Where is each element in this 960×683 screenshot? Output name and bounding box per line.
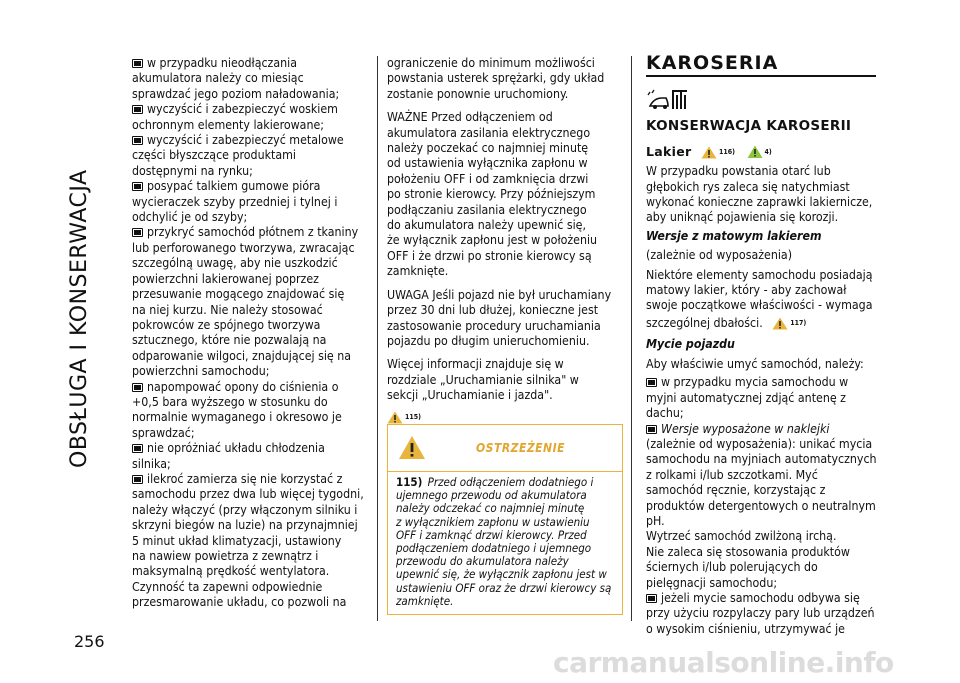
text-line: pielęgnacji samochodu; — [646, 575, 778, 590]
text-line: sprawdzać; — [132, 425, 195, 440]
bullet-icon — [132, 228, 143, 237]
warning-number: 115) — [396, 475, 423, 489]
text-line: przez 30 dni lub dłużej, konieczne jest — [387, 303, 599, 318]
text-line: wykonać konieczne zaprawki lakiernicze, — [646, 195, 873, 210]
bullet-icon — [646, 425, 657, 434]
warning-header — [388, 425, 622, 472]
text-line: od ustawienia wyłącznika zapłonu w — [387, 156, 588, 171]
text-line: Więcej informacji znajduje się w — [387, 357, 564, 372]
text-line: samochodu przez dwa lub więcej tygodni, — [132, 487, 364, 502]
bullet-icon — [132, 383, 143, 392]
reference-number: 115) — [405, 412, 422, 421]
bullet-item — [132, 472, 367, 611]
bullet-item — [132, 56, 367, 102]
text-line: nie opróżniać układu chłodzenia — [147, 441, 325, 456]
paragraph-dry: Wytrzeć samochód zwilżoną irchą. — [646, 529, 837, 544]
subsection-title: KONSERWACJA KAROSERII — [646, 118, 852, 135]
section-title: KAROSERIA — [646, 52, 779, 74]
text-line: napompować opony do ciśnienia o — [147, 379, 339, 394]
text-line: dachu; — [646, 406, 684, 421]
bullet-antenna — [646, 375, 878, 421]
warning-triangle-icon — [772, 317, 788, 330]
text-line: na nawiew powietrza z zewnątrz i — [132, 549, 319, 563]
text-line: pojazdu po długim unieruchomieniu. — [387, 333, 590, 348]
text-line: z rolkami i/lub szczotkami. Myć — [646, 467, 818, 482]
text-line: po stronie kierowcy. Przy późniejszym — [387, 187, 596, 202]
text-line: sprawdzać jego poziom naładowania; — [132, 86, 340, 101]
text-line: zamknięte. — [387, 264, 449, 279]
paragraph-matt — [646, 268, 878, 314]
environment-icon — [747, 145, 763, 159]
column-3 — [646, 52, 878, 637]
warning-triangle-icon — [387, 411, 403, 424]
column-divider — [631, 56, 632, 621]
bullet-icon — [132, 59, 143, 68]
text-line: produktów detergentowych o neutralnym — [646, 498, 876, 513]
text-line: do akumulatora należy upewnić się, — [387, 218, 586, 233]
text-line: ochronnym elementy lakierowane; — [132, 117, 325, 132]
paragraph-more-info — [387, 357, 625, 403]
text-line: wycieraczek szyby przedniej i tylnej i — [132, 194, 338, 209]
bullet-item — [132, 225, 367, 379]
bullet-icon — [132, 444, 143, 453]
bullet-icon — [132, 475, 143, 484]
text-line: w przypadku nieodłączania — [147, 56, 298, 70]
bullet-icon — [132, 136, 143, 145]
text-line: WAŻNE Przed odłączeniem od — [387, 110, 553, 125]
bullet-icon — [646, 378, 657, 387]
text-line: Niektóre elementy samochodu posiadają — [646, 267, 873, 282]
text-line: 5 minut układ klimatyzacji, ustawiony — [132, 533, 342, 548]
text-line: że wyłącznik zapłonu jest w położeniu — [387, 233, 598, 248]
text-line: ograniczenie do minimum możliwości — [387, 56, 595, 70]
text-line: pH. — [646, 513, 665, 528]
warning-box — [387, 424, 623, 615]
text-line: dostępnymi na rynku; — [132, 163, 253, 178]
reference-number: 116) — [718, 147, 735, 156]
text-line: skrzyni biegów na luzie) na przynajmniej — [132, 518, 358, 533]
wash-intro: Aby właściwie umyć samochód, należy: — [646, 356, 864, 371]
paragraph-no-abrasives — [646, 545, 878, 591]
lakier-heading — [646, 144, 878, 160]
text-line: powierzchni lakierowanej poprzez — [132, 271, 319, 286]
bullet-item — [132, 441, 367, 472]
text-line: normalnie wymaganego i okresowo je — [132, 410, 342, 425]
text-line: akumulatora zasilania elektrycznego — [387, 125, 591, 140]
matt-last-text: szczególnej dbałości. — [646, 316, 763, 331]
stickers-title: Wersje wyposażone w naklejki — [661, 421, 830, 436]
paragraph-important — [387, 110, 625, 279]
text-line: Nie zaleca się stosowania produktów — [646, 544, 850, 559]
text-line: przesmarowanie układu, co pozwoli na — [132, 595, 347, 610]
matt-title: Wersje z matowym lakierem — [646, 228, 822, 243]
text-line: maksymalną prędkość wentylatora. — [132, 564, 330, 579]
text-line: odchylić je od szyby; — [132, 210, 248, 225]
warning-line: podłączeniem dodatniego i ujemnego — [396, 541, 592, 556]
text-line: silnika; — [132, 456, 171, 471]
text-line: posypać talkiem gumowe pióra — [147, 179, 321, 194]
bullet-stickers — [646, 422, 878, 530]
warning-title: OSTRZEŻENIE — [476, 441, 565, 455]
warning-triangle-icon — [398, 435, 426, 460]
text-line: swoje początkowe właściwości - wymaga — [646, 298, 873, 313]
text-line: na niej kurzu. Nie należy stosować — [132, 302, 323, 317]
bullet-item — [132, 380, 367, 442]
warning-line: OFF i zamknąć drzwi kierowcy. Przed — [396, 527, 587, 542]
paragraph-scratches — [646, 164, 878, 226]
paragraph-compressor — [387, 56, 625, 102]
bullet-icon — [132, 182, 143, 191]
matt-availability: (zależnie od wyposażenia) — [646, 248, 793, 263]
watermark: carmanualsonline.info — [553, 646, 894, 679]
reference-number: 4) — [764, 147, 772, 156]
text-line: przy użyciu rozpylaczy pary lub urządzeń — [646, 606, 875, 621]
text-line: OFF i że drzwi po stronie kierowcy są — [387, 248, 592, 263]
text-line: aby uniknąć pojawienia się korozji. — [646, 210, 839, 225]
text-line: zastosowanie procedury uruchamiania — [387, 318, 601, 333]
text-line: matowy lakier, który - aby zachował — [646, 283, 847, 298]
text-line: jeżeli mycie samochodu odbywa się — [661, 590, 860, 605]
warning-text — [388, 472, 622, 608]
text-line: głębokich rys zaleca się natychmiast — [646, 179, 850, 194]
column-divider — [377, 56, 378, 621]
warning-line: Przed odłączeniem dodatniego i — [424, 475, 594, 489]
text-line: powierzchni samochodu; — [132, 364, 270, 379]
text-line: +0,5 bara wyższego w stosunku do — [132, 394, 328, 409]
reference-number: 117) — [790, 318, 807, 327]
matt-last-line — [646, 316, 878, 332]
text-line: w przypadku mycia samochodu w — [661, 375, 849, 390]
warning-line: zamknięte. — [396, 593, 454, 608]
text-line: samochodu na myjniach automatycznych — [646, 452, 877, 467]
text-line: powstania usterek sprężarki, gdy układ — [387, 71, 605, 86]
text-line: części błyszczące produktami — [132, 148, 296, 163]
text-line: należy poczekać co najmniej minutę — [387, 141, 589, 156]
text-line: akumulatora należy co miesiąc — [132, 71, 304, 86]
text-line: zostanie ponownie uruchomiony. — [387, 86, 569, 101]
text-line: sztucznego, które nie pozwalają na — [132, 333, 327, 348]
text-line: rozdziale „Uruchamianie silnika" w — [387, 372, 579, 387]
section-rule — [646, 75, 876, 77]
warning-reference — [387, 410, 625, 426]
bullet-icon — [132, 105, 143, 114]
car-wash-icon — [646, 89, 878, 111]
text-line: lub perforowanego tworzywa, zwracając — [132, 240, 355, 255]
chapter-title: OBSŁUGA I KONSERWACJA — [67, 169, 92, 468]
text-line: Czynność ta zapewni odpowiednie — [132, 579, 323, 594]
bullet-steam — [646, 591, 878, 637]
text-line: pokrowców ze spójnego tworzywa — [132, 317, 321, 332]
wash-title: Mycie pojazdu — [646, 337, 735, 352]
bullet-icon — [646, 594, 657, 603]
text-line: podłączaniu zasilania elektrycznego — [387, 202, 587, 217]
column-1 — [132, 56, 367, 611]
bullet-item — [132, 179, 367, 225]
lakier-label: Lakier — [646, 143, 692, 159]
text-line: wyczyścić i zabezpieczyć metalowe — [147, 133, 344, 148]
text-line: położeniu OFF i od zamknięcia drzwi — [387, 171, 589, 186]
text-line: sekcji „Uruchamianie i jazda". — [387, 388, 553, 403]
warning-line: ujemnego przewodu od akumulatora — [396, 488, 587, 503]
warning-line: upewnić się, że wyłącznik zapłonu jest w — [396, 567, 607, 582]
bullet-item — [132, 102, 367, 133]
text-line: należy włączyć (przy włączonym silniku i — [132, 502, 358, 517]
text-line: przykryć samochód płótnem z tkaniny — [147, 225, 359, 240]
text-line: UWAGA Jeśli pojazd nie był uruchamiany — [387, 287, 612, 302]
text-line: odparowanie wilgoci, znajdującej się na — [132, 348, 352, 363]
text-line: samochód ręcznie, korzystając z — [646, 483, 826, 498]
text-line: o wysokim ciśnieniu, utrzymywać je — [646, 621, 845, 636]
warning-line: należy odczekać co najmniej minutę — [396, 501, 585, 516]
text-line: szczególną uwagę, aby nie uszkodzić — [132, 256, 338, 271]
warning-triangle-icon — [701, 146, 717, 159]
text-line: przesuwanie mogącego znajdować się — [132, 287, 345, 302]
text-line: wyczyścić i zabezpieczyć woskiem — [147, 102, 338, 117]
text-line: W przypadku powstania otarć lub — [646, 164, 831, 179]
text-line: ilekroć zamierza się nie korzystać z — [147, 471, 343, 486]
warning-line: przewodu do akumulatora należy — [396, 554, 569, 569]
bullet-item — [132, 133, 367, 179]
paragraph-note — [387, 288, 625, 350]
text-line: myjni automatycznej zdjąć antenę z — [646, 390, 846, 405]
text-line: (zależnie od wyposażenia): unikać mycia — [646, 436, 873, 451]
warning-line: z wyłącznikiem zapłonu w ustawieniu — [396, 514, 590, 529]
warning-line: ustawieniu OFF oraz że drzwi kierowcy są — [396, 580, 612, 595]
column-2 — [387, 56, 625, 425]
page-number: 256 — [74, 632, 105, 651]
text-line: ściernych i/lub polerujących do — [646, 560, 818, 575]
